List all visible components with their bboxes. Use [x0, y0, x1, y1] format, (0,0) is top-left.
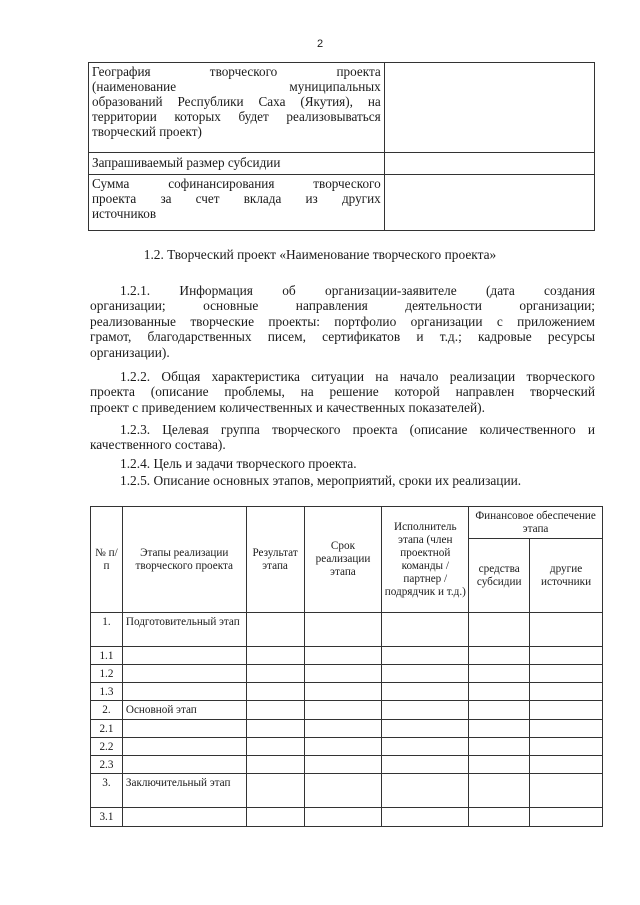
table-row [91, 665, 603, 683]
cell[interactable] [304, 665, 382, 683]
cell[interactable] [530, 683, 603, 701]
cell[interactable] [304, 808, 382, 827]
cofinancing-value[interactable] [384, 175, 594, 231]
cofinancing-label [89, 175, 385, 231]
text-line: (наименование муниципальных [92, 79, 381, 94]
text-line: организации). [90, 344, 170, 360]
text-line: территории которых будет реализовываться [92, 109, 381, 124]
table-row [91, 647, 603, 665]
cell[interactable] [469, 738, 530, 756]
cell[interactable] [246, 701, 304, 720]
text-line: 1.2.2. Общая характеристика ситуации на начало реализации творческого [120, 369, 595, 384]
text-line: образований Республики Саха (Якутия), на [92, 94, 381, 109]
cell[interactable] [304, 738, 382, 756]
cell[interactable] [469, 647, 530, 665]
table-row [91, 738, 603, 756]
cell[interactable] [382, 683, 469, 701]
row-num: 3. [91, 774, 123, 808]
row-num: 1.2 [91, 665, 123, 683]
cell[interactable] [530, 720, 603, 738]
row-num: 2. [91, 701, 123, 720]
text-line: Запрашиваемый размер субсидии [92, 155, 281, 170]
row-stage-name[interactable] [122, 683, 246, 701]
header-stages: Этапы реализации творческого проекта [122, 507, 246, 613]
text-line: Сумма софинансирования творческого [92, 176, 381, 191]
table-row [91, 774, 603, 808]
text-line: проекта за счет вклада из других [92, 191, 381, 206]
table-row [91, 613, 603, 647]
cell[interactable] [246, 738, 304, 756]
text-line: проекта (описание проблемы, на решение которой направлен творческий [90, 384, 595, 400]
cell[interactable] [382, 665, 469, 683]
cell[interactable] [304, 720, 382, 738]
row-num: 2.3 [91, 756, 123, 774]
cell[interactable] [304, 774, 382, 808]
geography-label [89, 63, 385, 153]
header-executor: Исполнитель этапа (член проектной команды / партнер / подрядчик и т.д.) [382, 507, 469, 613]
cell[interactable] [382, 756, 469, 774]
text-line: 1.2.3. Целевая группа творческого проекта (описание количественного и [120, 422, 595, 437]
paragraph-1-2-5 [90, 473, 595, 488]
header-term: Срок реализации этапа [304, 507, 382, 613]
cell[interactable] [382, 720, 469, 738]
row-stage-name: Подготовительный этап [122, 613, 246, 647]
row-stage-name: Заключительный этап [122, 774, 246, 808]
cell[interactable] [246, 808, 304, 827]
cell[interactable] [304, 613, 382, 647]
stages-table [90, 506, 603, 827]
project-info-table [88, 62, 595, 231]
text-line: творческий проект) [92, 124, 202, 139]
cell[interactable] [246, 774, 304, 808]
cell[interactable] [469, 808, 530, 827]
cell[interactable] [246, 613, 304, 647]
row-stage-name[interactable] [122, 756, 246, 774]
cell[interactable] [530, 701, 603, 720]
cell[interactable] [246, 647, 304, 665]
table-header-row [91, 507, 603, 539]
cell[interactable] [469, 613, 530, 647]
cell[interactable] [382, 701, 469, 720]
paragraph-1-2-1 [90, 283, 595, 360]
row-stage-name: Основной этап [122, 701, 246, 720]
cell[interactable] [382, 774, 469, 808]
row-num: 1.1 [91, 647, 123, 665]
text-line: 1.2.5. Описание основных этапов, мероприятий, сроки их реализации. [120, 473, 522, 488]
cell[interactable] [246, 720, 304, 738]
cell[interactable] [530, 613, 603, 647]
cell[interactable] [469, 756, 530, 774]
geography-value[interactable] [384, 63, 594, 153]
cell[interactable] [246, 756, 304, 774]
cell[interactable] [469, 665, 530, 683]
table-row [89, 153, 595, 175]
cell[interactable] [304, 647, 382, 665]
row-num: 2.1 [91, 720, 123, 738]
header-financing: Финансовое обеспечение этапа [469, 507, 603, 539]
table-row [91, 720, 603, 738]
cell[interactable] [304, 701, 382, 720]
row-num: 1.3 [91, 683, 123, 701]
section-heading: 1.2. Творческий проект «Наименование творческого проекта» [143, 247, 497, 262]
row-stage-name[interactable] [122, 720, 246, 738]
cell[interactable] [530, 756, 603, 774]
header-other: другие источники [530, 539, 603, 613]
paragraph-1-2-3 [90, 422, 595, 453]
cell[interactable] [530, 665, 603, 683]
cell[interactable] [469, 720, 530, 738]
row-stage-name[interactable] [122, 647, 246, 665]
cell[interactable] [530, 774, 603, 808]
cell[interactable] [246, 665, 304, 683]
text-line: источников [92, 206, 157, 221]
cell[interactable] [382, 808, 469, 827]
table-row [91, 701, 603, 720]
page-number: 2 [316, 38, 324, 50]
cell[interactable] [469, 683, 530, 701]
table-row [89, 175, 595, 231]
text-line: качественного состава). [90, 437, 226, 453]
table-row [91, 808, 603, 827]
cell[interactable] [304, 683, 382, 701]
header-result: Результат этапа [246, 507, 304, 613]
text-line: грамот, благодарственных писем, сертификатов и т.д.; кадровые ресурсы [90, 329, 595, 345]
row-num: 1. [91, 613, 123, 647]
text-line: реализованные творческие проекты: портфолио организации с приложением [90, 313, 595, 329]
subsidy-amount-label [89, 153, 385, 175]
text-line: 1.2.4. Цель и задачи творческого проекта. [120, 456, 357, 471]
cell[interactable] [382, 613, 469, 647]
row-num: 3.1 [91, 808, 123, 827]
cell[interactable] [530, 647, 603, 665]
table-row [89, 63, 595, 153]
header-num: № п/п [91, 507, 123, 613]
cell[interactable] [530, 738, 603, 756]
cell[interactable] [382, 738, 469, 756]
text-line: 1.2.1. Информация об организации-заявителе (дата создания [120, 283, 595, 298]
cell[interactable] [382, 647, 469, 665]
row-num: 2.2 [91, 738, 123, 756]
cell[interactable] [304, 756, 382, 774]
paragraph-1-2-4 [90, 456, 595, 471]
cell[interactable] [530, 808, 603, 827]
row-stage-name[interactable] [122, 665, 246, 683]
subsidy-amount-value[interactable] [384, 153, 594, 175]
text-line: География творческого проекта [92, 64, 381, 79]
text-line: проект с приведением количественных и качественных показателей). [90, 399, 485, 415]
header-subsidy: средства субсидии [469, 539, 530, 613]
cell[interactable] [469, 774, 530, 808]
text-line: организации; основные направления деятельности организации; [90, 298, 595, 314]
row-stage-name[interactable] [122, 808, 246, 827]
table-row [91, 756, 603, 774]
row-stage-name[interactable] [122, 738, 246, 756]
paragraph-1-2-2 [90, 369, 595, 415]
table-row [91, 683, 603, 701]
cell[interactable] [246, 683, 304, 701]
cell[interactable] [469, 701, 530, 720]
